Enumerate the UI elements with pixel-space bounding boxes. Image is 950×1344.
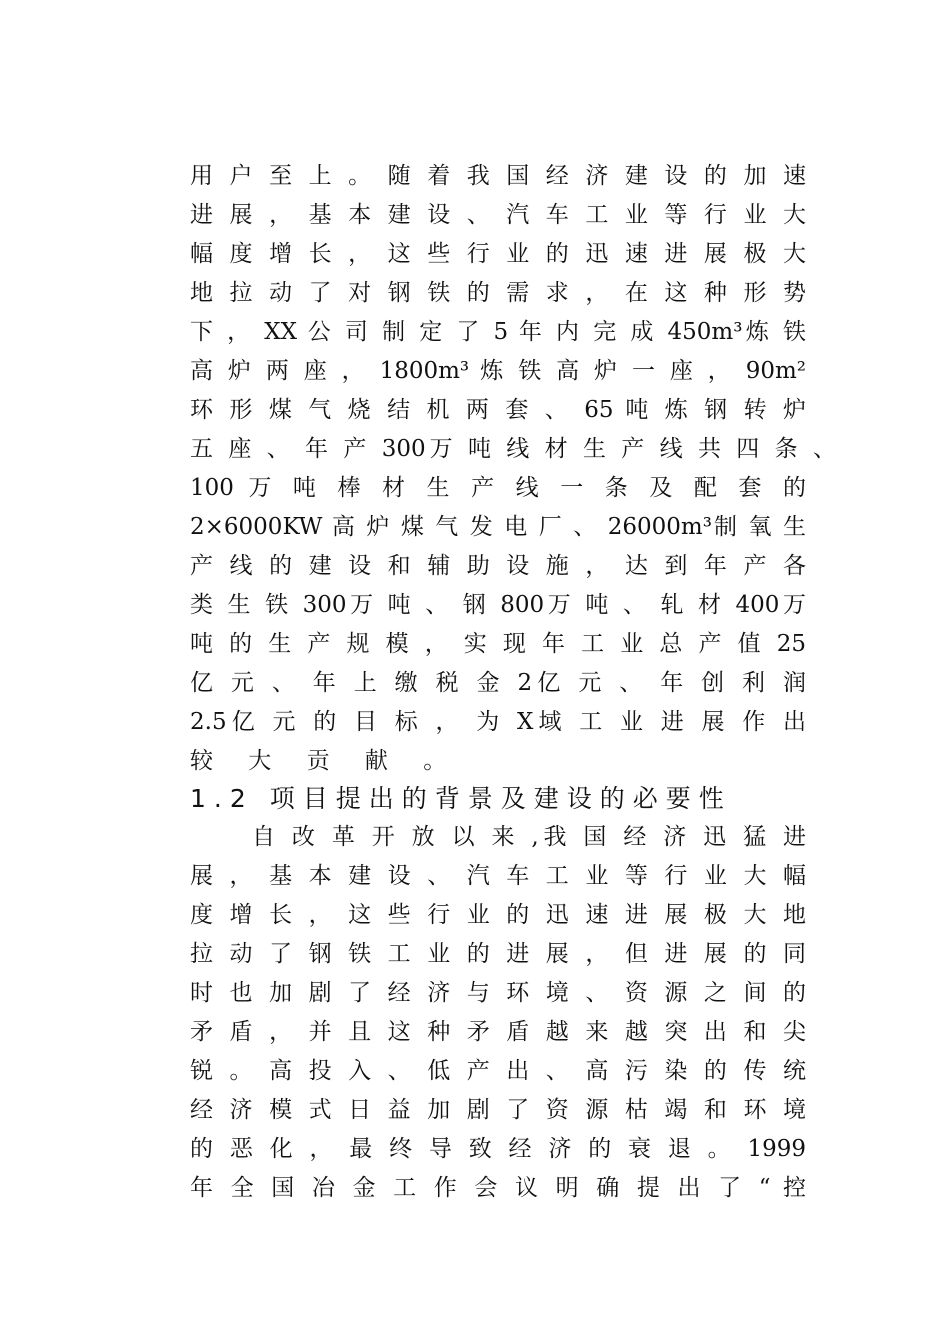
paragraph-1-line-5: 下 ， XX 公 司 制 定 了 5 年 内 完 成 450m³炼 铁	[190, 319, 806, 345]
paragraph-2-line-4: 拉 动 了 钢 铁 工 业 的 进 展 ， 但 进 展 的 同	[190, 941, 806, 967]
paragraph-1-line-15: 2.5亿 元 的 目 标 ， 为 X域 工 业 进 展 作 出	[190, 709, 806, 735]
paragraph-1-line-9: 100 万 吨 棒 材 生 产 线 一 条 及 配 套 的	[190, 475, 806, 501]
paragraph-1-line-14: 亿 元 、 年 上 缴 税 金 2亿 元 、 年 创 利 润	[190, 670, 806, 696]
paragraph-1-line-2: 进 展 ， 基 本 建 设 、 汽 车 工 业 等 行 业 大	[190, 202, 806, 228]
paragraph-1-line-7: 环 形 煤 气 烧 结 机 两 套 、 65 吨 炼 钢 转 炉	[190, 397, 806, 423]
paragraph-2-line-9: 的 恶 化 ， 最 终 导 致 经 济 的 衰 退 。 1999	[190, 1136, 806, 1162]
paragraph-2-line-3: 度 增 长 ， 这 些 行 业 的 迅 速 进 展 极 大 地	[190, 902, 806, 928]
section-heading: 1.2 项目提出的背景及建设的必要性	[190, 784, 732, 813]
paragraph-1-line-13: 吨 的 生 产 规 模 ， 实 现 年 工 业 总 产 值 25	[190, 631, 806, 657]
paragraph-2-line-2: 展 ， 基 本 建 设 、 汽 车 工 业 等 行 业 大 幅	[190, 863, 806, 889]
paragraph-1-line-4: 地 拉 动 了 对 钢 铁 的 需 求 ， 在 这 种 形 势	[190, 280, 806, 306]
paragraph-2-line-6: 矛 盾 ， 并 且 这 种 矛 盾 越 来 越 突 出 和 尖	[190, 1019, 806, 1045]
paragraph-1-line-6: 高 炉 两 座 ， 1800m³ 炼 铁 高 炉 一 座 ， 90m²	[190, 358, 806, 384]
paragraph-2-line-1: 自 改 革 开 放 以 来 ,我 国 经 济 迅 猛 进	[252, 824, 806, 850]
paragraph-1-line-10: 2×6000KW 高 炉 煤 气 发 电 厂 、 26000m³制 氧 生	[190, 514, 806, 540]
paragraph-1-line-12: 类 生 铁 300万 吨 、 钢 800万 吨 、 轧 材 400万	[190, 592, 806, 618]
paragraph-1-line-1: 用 户 至 上 。 随 着 我 国 经 济 建 设 的 加 速	[190, 163, 806, 189]
paragraph-2-line-10: 年 全 国 冶 金 工 作 会 议 明 确 提 出 了 “ 控	[190, 1175, 806, 1201]
paragraph-1-line-3: 幅 度 增 长 ， 这 些 行 业 的 迅 速 进 展 极 大	[190, 241, 806, 267]
paragraph-1-line-16: 较 大 贡 献 。	[190, 748, 461, 774]
paragraph-1-line-8: 五 座 、 年 产 300万 吨 线 材 生 产 线 共 四 条 、	[190, 436, 836, 462]
paragraph-2-line-5: 时 也 加 剧 了 经 济 与 环 境 、 资 源 之 间 的	[190, 980, 806, 1006]
paragraph-2-line-8: 经 济 模 式 日 益 加 剧 了 资 源 枯 竭 和 环 境	[190, 1097, 806, 1123]
paragraph-2-line-7: 锐 。 高 投 入 、 低 产 出 、 高 污 染 的 传 统	[190, 1058, 806, 1084]
paragraph-1-line-11: 产 线 的 建 设 和 辅 助 设 施 ， 达 到 年 产 各	[190, 553, 806, 579]
